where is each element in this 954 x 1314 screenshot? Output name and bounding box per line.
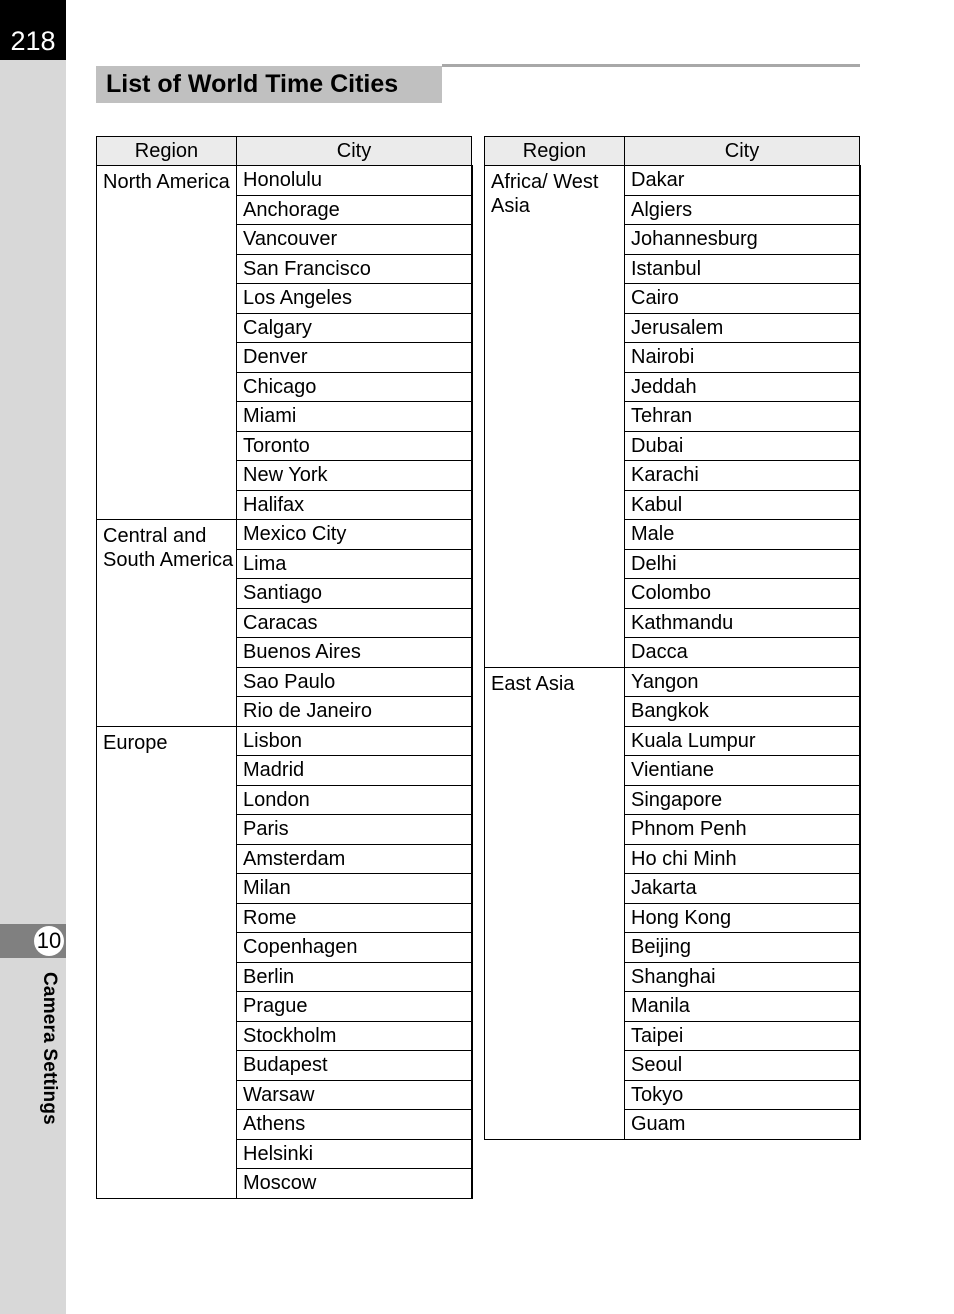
city-cell: Caracas (237, 608, 472, 638)
city-cell: Bangkok (625, 697, 860, 727)
region-header: Region (97, 137, 237, 166)
cities-table-right (484, 136, 861, 1140)
city-cell: Stockholm (237, 1021, 472, 1051)
city-cell: Male (625, 520, 860, 550)
city-cell: San Francisco (237, 254, 472, 284)
city-cell: Tehran (625, 402, 860, 432)
chapter-number: 10 (34, 926, 64, 956)
city-cell: Colombo (625, 579, 860, 609)
chapter-title: Camera Settings (39, 972, 60, 1125)
city-cell: Kuala Lumpur (625, 726, 860, 756)
cities-table-left (96, 136, 473, 1199)
city-cell: Istanbul (625, 254, 860, 284)
city-cell: Dakar (625, 166, 860, 196)
region-cell: East Asia (485, 667, 625, 1139)
region-cell: Europe (97, 726, 237, 1198)
region-header: Region (485, 137, 625, 166)
city-cell: Amsterdam (237, 844, 472, 874)
city-cell: Copenhagen (237, 933, 472, 963)
city-cell: Johannesburg (625, 225, 860, 255)
page-number: 218 (0, 0, 66, 60)
city-cell: Budapest (237, 1051, 472, 1081)
city-cell: Mexico City (237, 520, 472, 550)
city-cell: Sao Paulo (237, 667, 472, 697)
cities-table-left-body (97, 166, 472, 1199)
city-cell: Moscow (237, 1169, 472, 1199)
city-cell: Cairo (625, 284, 860, 314)
city-cell: Jeddah (625, 372, 860, 402)
city-cell: Lisbon (237, 726, 472, 756)
region-cell: North America (97, 166, 237, 520)
city-cell: Jerusalem (625, 313, 860, 343)
city-cell: Taipei (625, 1021, 860, 1051)
city-header: City (237, 137, 472, 166)
city-cell: Nairobi (625, 343, 860, 373)
city-cell: Tokyo (625, 1080, 860, 1110)
city-cell: Denver (237, 343, 472, 373)
city-cell: Vientiane (625, 756, 860, 786)
city-cell: Seoul (625, 1051, 860, 1081)
table-row (97, 726, 472, 756)
city-header: City (625, 137, 860, 166)
city-cell: Phnom Penh (625, 815, 860, 845)
city-cell: Dubai (625, 431, 860, 461)
city-cell: Buenos Aires (237, 638, 472, 668)
city-cell: Halifax (237, 490, 472, 520)
table-header-row (485, 137, 860, 166)
city-cell: Rio de Janeiro (237, 697, 472, 727)
city-cell: Delhi (625, 549, 860, 579)
table-row (485, 667, 860, 697)
city-cell: Warsaw (237, 1080, 472, 1110)
city-cell: Lima (237, 549, 472, 579)
city-cell: Athens (237, 1110, 472, 1140)
city-cell: Helsinki (237, 1139, 472, 1169)
city-cell: Los Angeles (237, 284, 472, 314)
section-title: List of World Time Cities (96, 66, 442, 103)
city-cell: Kabul (625, 490, 860, 520)
table-row (485, 166, 860, 196)
city-cell: Miami (237, 402, 472, 432)
city-cell: Singapore (625, 785, 860, 815)
city-cell: Hong Kong (625, 903, 860, 933)
table-header-row (97, 137, 472, 166)
city-cell: Madrid (237, 756, 472, 786)
city-cell: Toronto (237, 431, 472, 461)
city-cell: Berlin (237, 962, 472, 992)
cities-table-right-body (485, 166, 860, 1140)
city-cell: Jakarta (625, 874, 860, 904)
city-cell: Ho chi Minh (625, 844, 860, 874)
city-cell: Milan (237, 874, 472, 904)
table-row (97, 166, 472, 196)
city-cell: Rome (237, 903, 472, 933)
city-cell: Karachi (625, 461, 860, 491)
city-cell: Shanghai (625, 962, 860, 992)
header-rule (442, 64, 860, 67)
table-row (97, 520, 472, 550)
region-cell: Central and South America (97, 520, 237, 727)
city-cell: Guam (625, 1110, 860, 1140)
city-cell: Chicago (237, 372, 472, 402)
city-cell: Dacca (625, 638, 860, 668)
city-cell: Beijing (625, 933, 860, 963)
city-cell: Honolulu (237, 166, 472, 196)
city-cell: Yangon (625, 667, 860, 697)
city-cell: Manila (625, 992, 860, 1022)
city-cell: Calgary (237, 313, 472, 343)
city-cell: London (237, 785, 472, 815)
region-cell: Africa/ West Asia (485, 166, 625, 668)
city-cell: Anchorage (237, 195, 472, 225)
city-cell: Paris (237, 815, 472, 845)
city-cell: Santiago (237, 579, 472, 609)
city-cell: Algiers (625, 195, 860, 225)
city-cell: Kathmandu (625, 608, 860, 638)
city-cell: Vancouver (237, 225, 472, 255)
city-cell: New York (237, 461, 472, 491)
city-cell: Prague (237, 992, 472, 1022)
